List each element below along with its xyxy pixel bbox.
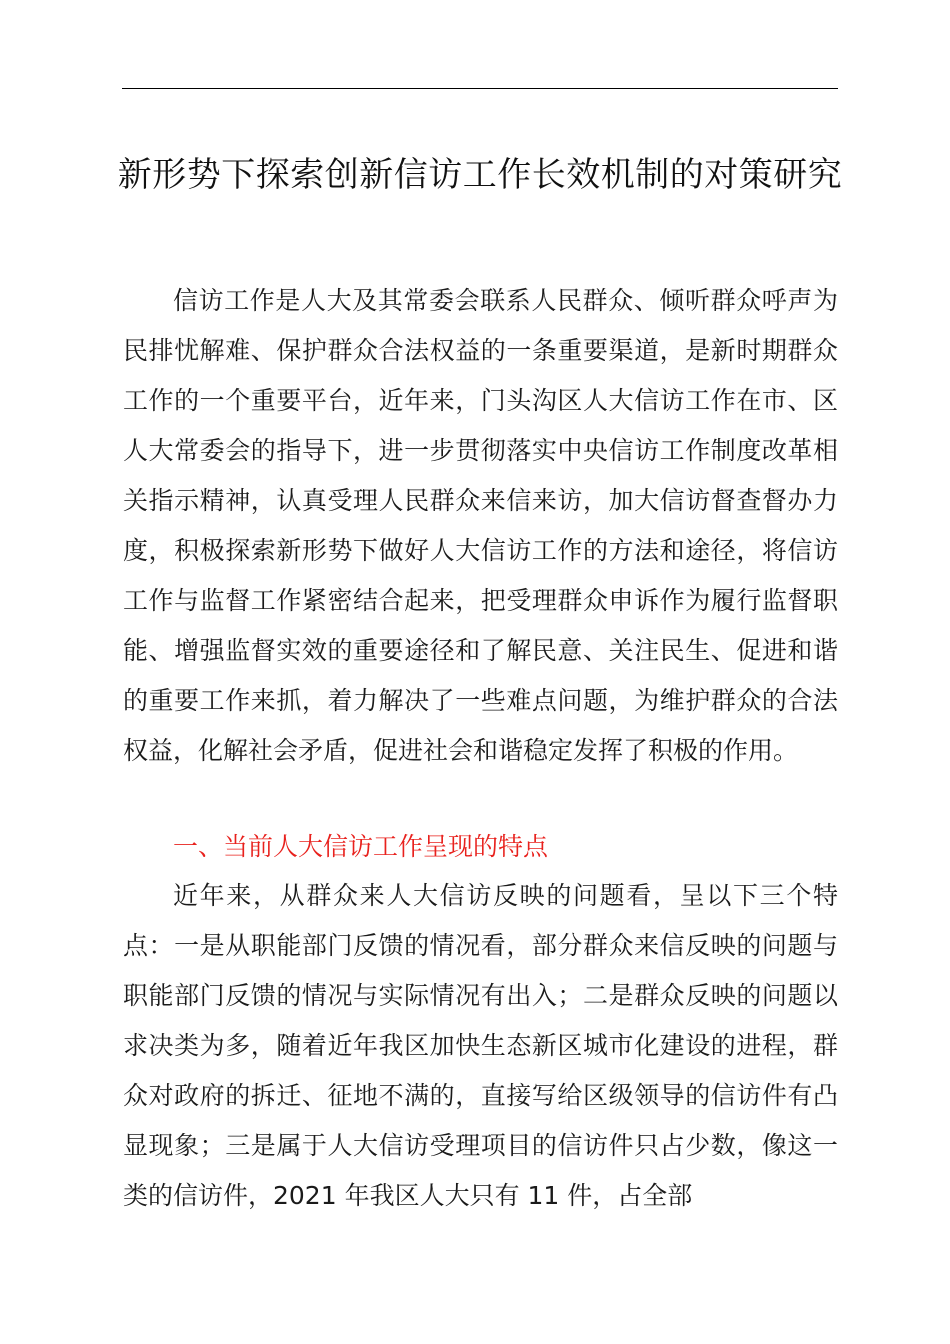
document-title: 新形势下探索创新信访工作长效机制的对策研究: [117, 155, 843, 195]
section-heading: 一、当前人大信访工作呈现的特点: [173, 832, 549, 861]
header-rule: [122, 88, 838, 89]
paragraph-intro: 信访工作是人大及其常委会联系人民群众、倾听群众呼声为民排忧解难、保护群众合法权益的一条重要渠道，是新时期群众工作的一个重要平台，近年来，门头沟区人大信访工作在市、区人大常委会的指导下，进一步贯彻落实中央信访工作制度改革相关指示精神，认真受理人民群众来信来访，加大信访督查督办力度，积极探索新形势下做好人大信访工作的方法和途径，将信访工作与监督工作紧密结合起来，把受理群众申诉作为履行监督职能、增强监督实效的重要途径和了解民意、关注民生、促进和谐的重要工作来抓，着力解决了一些难点问题，为维护群众的合法权益，化解社会矛盾，促进社会和谐稳定发挥了积极的作用。: [123, 286, 838, 765]
paragraph-features: 近年来，从群众来人大信访反映的问题看，呈以下三个特点：一是从职能部门反馈的情况看，部分群众来信反映的问题与职能部门反馈的情况与实际情况有出入；二是群众反映的问题以求决类为多，随着近年我区加快生态新区城市化建设的进程，群众对政府的拆迁、征地不满的，直接写给区级领导的信访件有凸显现象；三是属于人大信访受理项目的信访件只占少数，像这一类的信访件，2021 年我区人大只有 11 件，占全部: [123, 881, 838, 1210]
